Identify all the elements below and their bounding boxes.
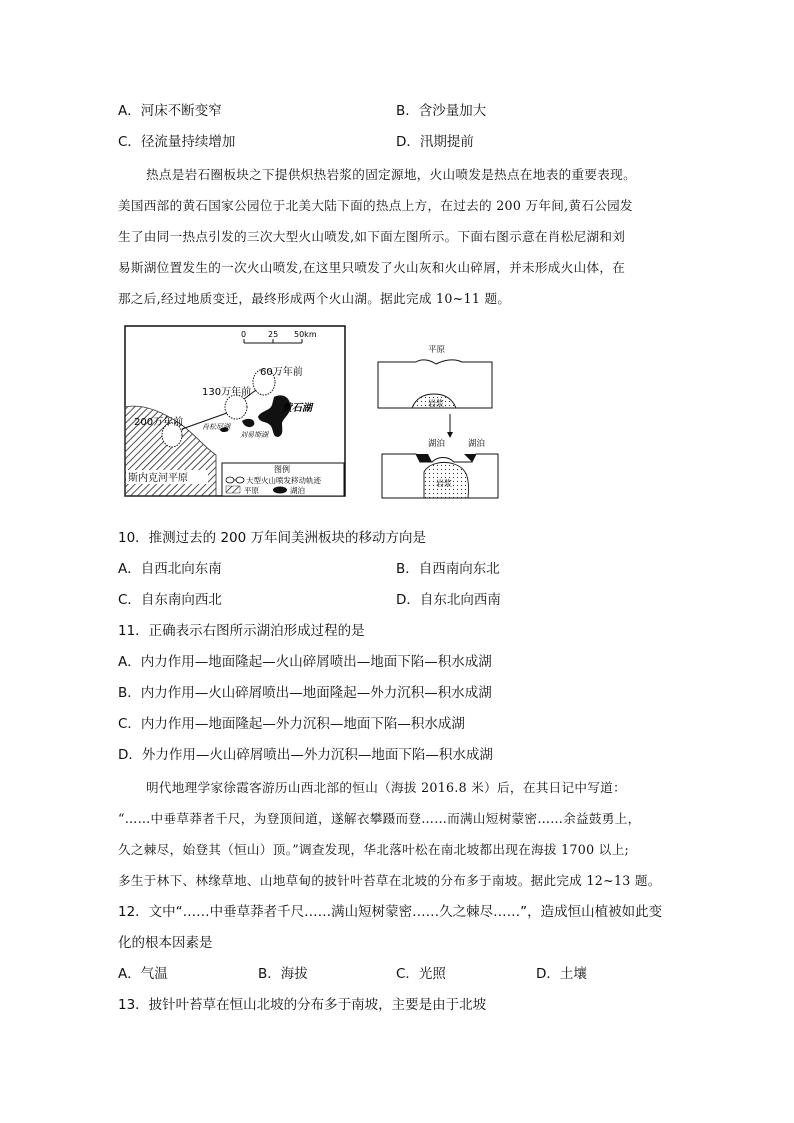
q12-option-c: C．光照: [396, 966, 446, 982]
caldera-130: [225, 395, 247, 419]
passage2-line: “……中垂草莽者千尺，为登顶间道，遂解衣攀蹑而登……而满山短树蒙密……余益鼓勇上，: [118, 811, 641, 826]
q10-stem: 10．推测过去的 200 万年间美洲板块的移动方向是: [118, 530, 427, 546]
legend-plain-label: 平原: [244, 486, 259, 495]
scale-label-25: 25: [268, 330, 279, 339]
q13-stem: 13．披针叶苔草在恒山北坡的分布多于南坡，主要是由于北坡: [118, 997, 487, 1013]
passage2-line: 明代地理学家徐霞客游历山西北部的恒山（海拔 2016.8 米）后，在其日记中写道：: [146, 780, 626, 795]
q9-option-c: C．径流量持续增加: [118, 134, 236, 150]
legend-plain-swatch: [226, 486, 240, 493]
q10-option-d: D．自东北向西南: [396, 592, 501, 608]
passage2-line: 多生于林下、林缘草地、山地草甸的披针叶苔草在北坡的分布多于南坡。据此完成 12~13 题。: [118, 873, 661, 888]
q10-option-c: C．自东南向西北: [118, 592, 222, 608]
q11-stem: 11．正确表示右图所示湖泊形成过程的是: [118, 623, 365, 639]
q9-option-d: D．汛期提前: [396, 134, 474, 150]
age-label-130: 130万年前: [202, 387, 252, 398]
legend-track-label: 大型火山喷发移动轨迹: [246, 476, 321, 485]
lake-label-yellowstone: 黄石湖: [282, 403, 312, 414]
q11-option-a: A．内力作用—地面隆起—火山碎屑喷出—地面下陷—积水成湖: [118, 654, 492, 670]
lake-left-label: 湖泊: [428, 439, 446, 449]
scale-label-50km: 50km: [294, 330, 317, 339]
yellowstone-hotspot-map: [124, 325, 346, 497]
magma-bottom-label: 岩浆: [436, 479, 452, 488]
legend-lake-swatch: [273, 487, 287, 494]
passage1-line: 那之后,经过地质变迁，最终形成两个火山湖。据此完成 10~11 题。: [118, 291, 511, 306]
q12-stem-line1: 12．文中“……中垂草莽者千尺……满山短树蒙密……久之棘尽……”，造成恒山植被如此变: [118, 904, 663, 920]
q10-option-b: B．自西南向东北: [396, 561, 500, 577]
plain-top-label: 平原: [428, 345, 446, 355]
legend-lake-label: 湖泊: [290, 486, 305, 495]
q12-stem-line2: 化的根本因素是: [118, 935, 213, 951]
q12-option-a: A．气温: [118, 966, 168, 982]
q12-option-d: D．土壤: [536, 966, 587, 982]
age-label-60: 60万年前: [260, 367, 303, 378]
q11-option-b: B．内力作用—火山碎屑喷出—地面隆起—外力沉积—积水成湖: [118, 685, 492, 701]
plain-label: 斯内克河平原: [128, 473, 188, 484]
passage1-line: 热点是岩石圈板块之下提供炽热岩浆的固定源地，火山喷发是热点在地表的重要表现。: [146, 167, 636, 182]
q9-option-a: A．河床不断变窄: [118, 103, 222, 119]
q10-option-a: A．自西北向东南: [118, 561, 222, 577]
q12-option-b: B．海拔: [258, 966, 308, 982]
q11-option-d: D．外力作用—火山碎屑喷出—外力沉积—地面下陷—积水成湖: [118, 747, 493, 763]
age-label-200: 200万年前: [134, 417, 184, 428]
passage1-line: 美国西部的黄石国家公园位于北美大陆下面的热点上方，在过去的 200 万年间,黄石公园发: [118, 198, 633, 213]
magma-top-label: 岩浆: [428, 399, 444, 408]
lake-formation-diagram: [372, 340, 502, 500]
scale-label-0: 0: [241, 330, 247, 339]
passage1-line: 生了由同一热点引发的三次大型火山喷发,如下面左图所示。下面右图示意在肖松尼湖和刘: [118, 229, 626, 244]
lake-right-label: 湖泊: [468, 439, 486, 449]
lake-label-lewis: 刘易斯湖: [240, 431, 268, 439]
q9-option-b: B．含沙量加大: [396, 103, 487, 119]
passage2-line: 久之棘尽，始登其（恒山）顶。”调查发现，华北落叶松在南北坡都出现在海拔 1700 以上;: [118, 842, 630, 857]
lake-label-shoshone: 肖松尼湖: [202, 423, 230, 431]
q11-option-c: C．内力作用—地面隆起—外力沉积—地面下陷—积水成湖: [118, 716, 465, 732]
passage1-line: 易斯湖位置发生的一次火山喷发,在这里只喷发了火山灰和火山碎屑，并未形成火山体，在: [118, 260, 626, 275]
legend-title: 图例: [274, 465, 290, 474]
